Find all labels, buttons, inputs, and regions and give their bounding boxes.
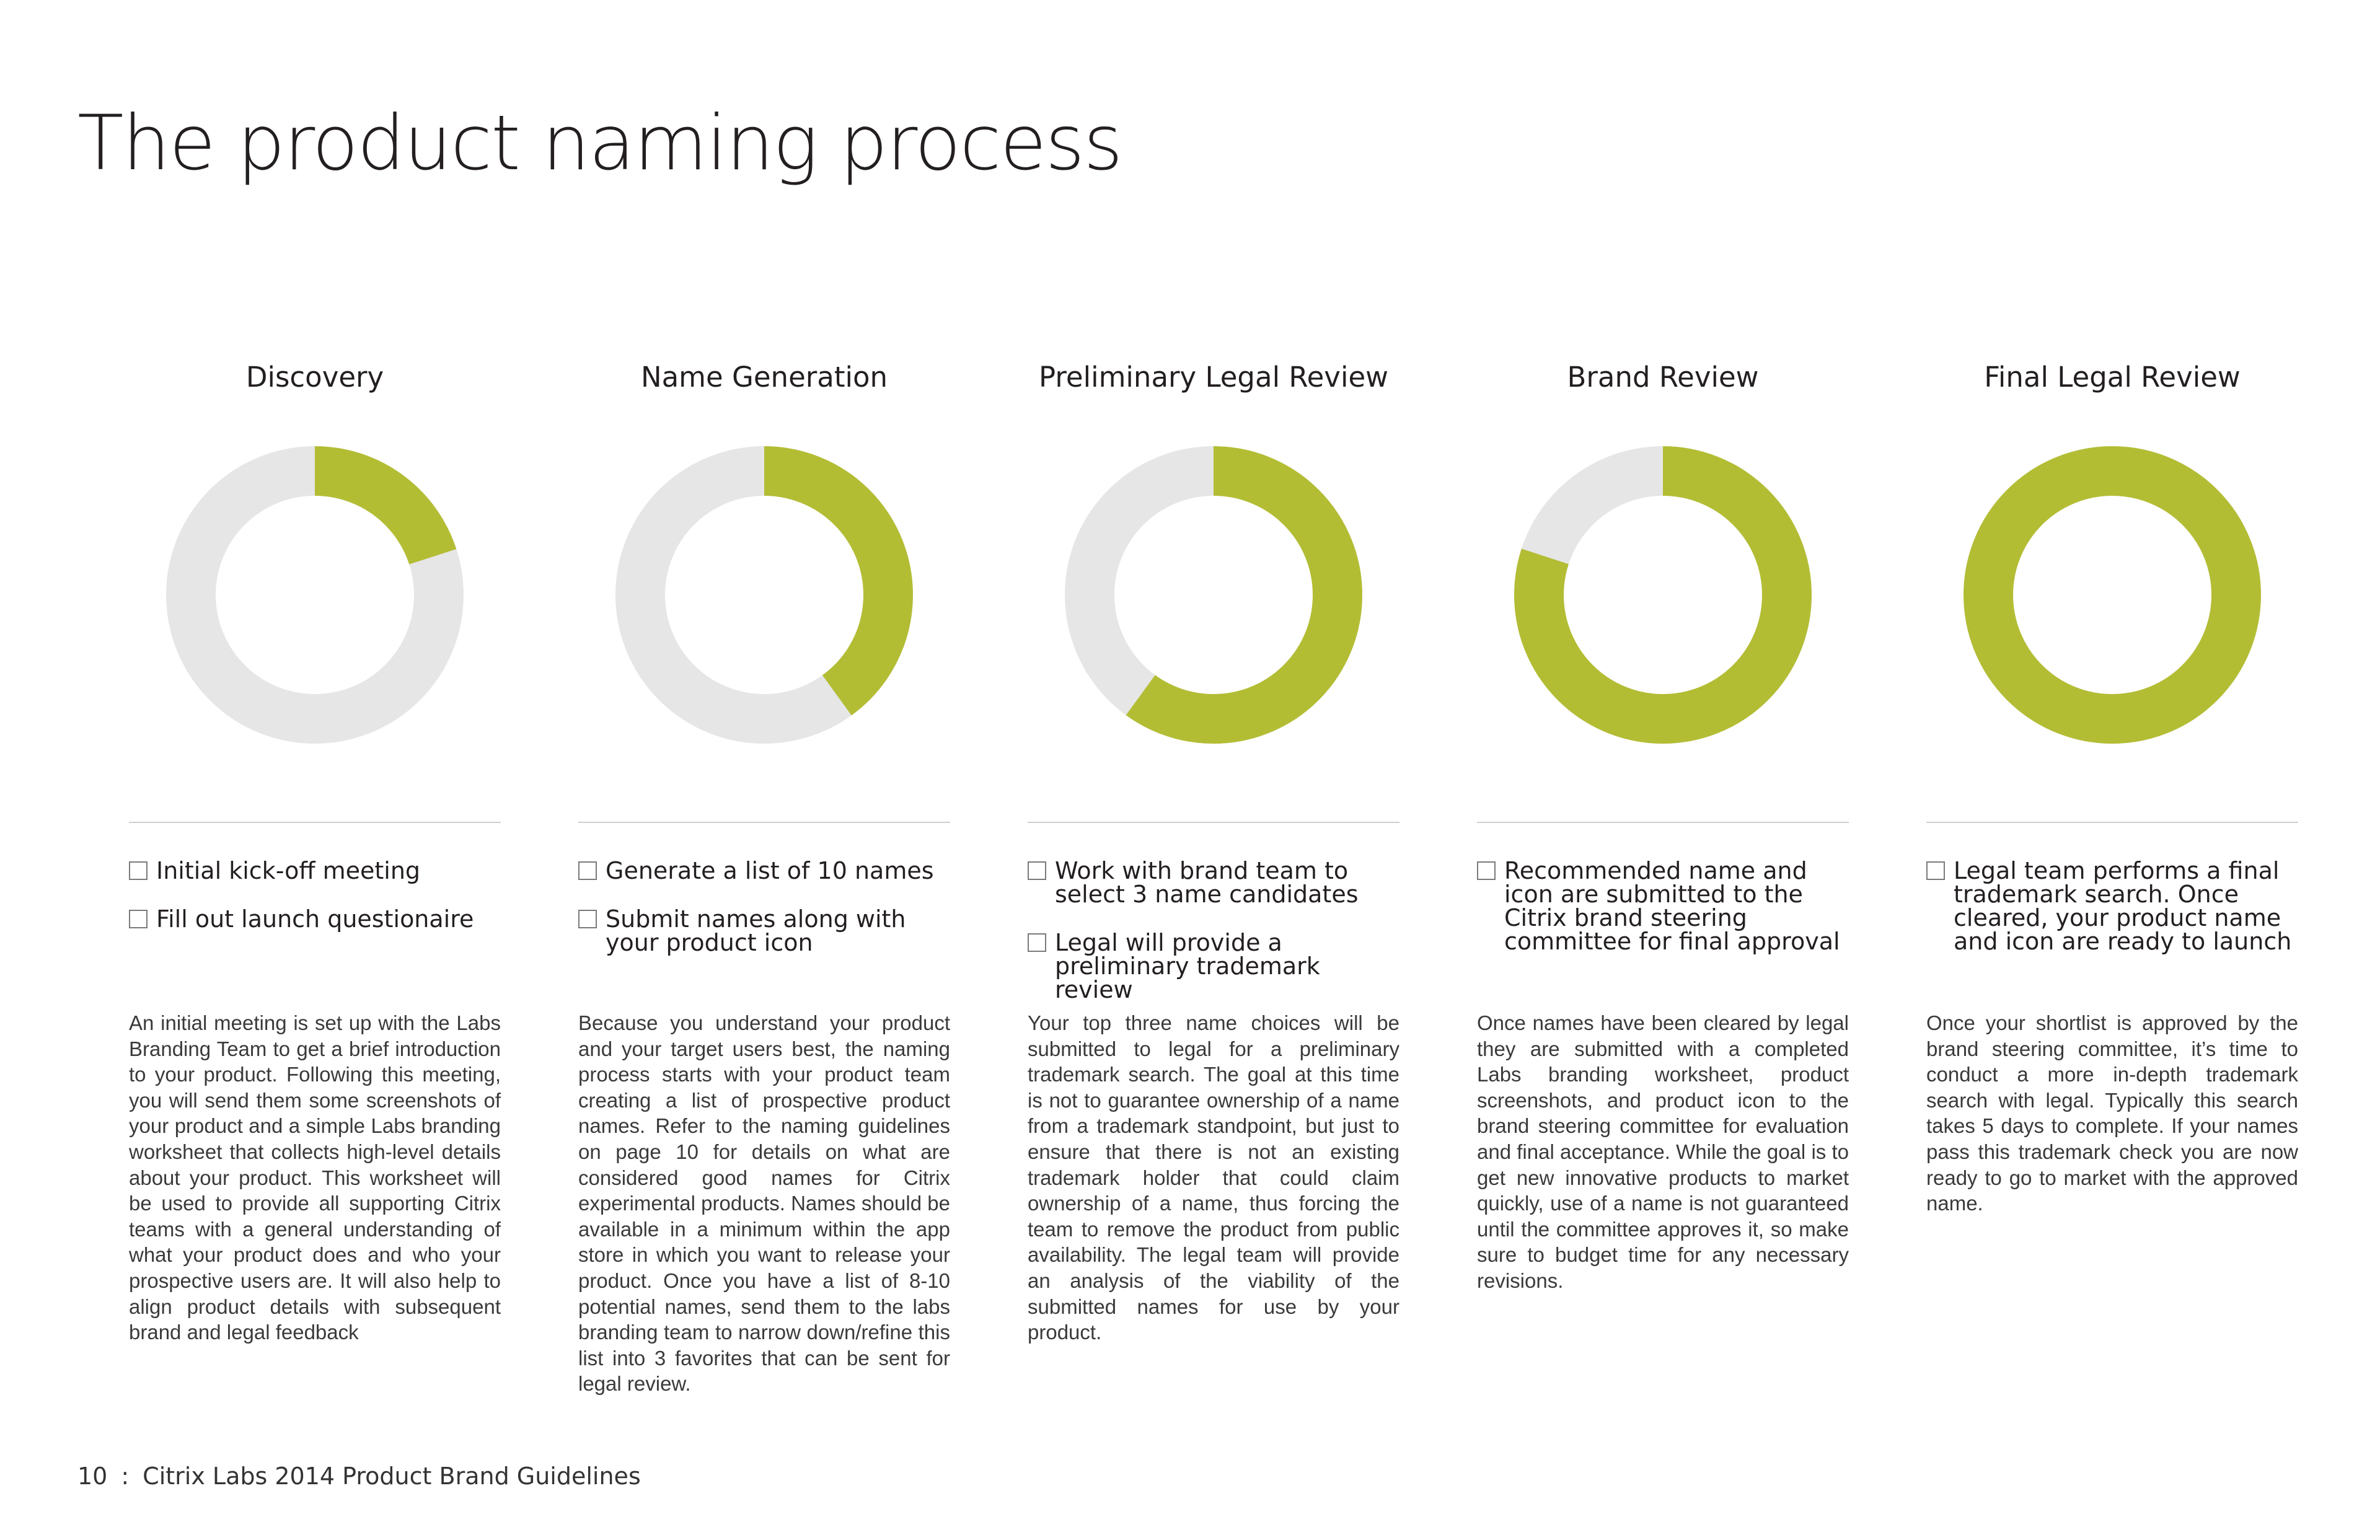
stage-title: Name Generation <box>640 361 888 394</box>
checklist-item-label: Initial kick-off meeting <box>156 857 421 884</box>
checkbox-icon[interactable] <box>1477 861 1496 880</box>
checkbox-icon[interactable] <box>1028 933 1046 952</box>
footer <box>77 1463 641 1490</box>
checklist-item <box>129 859 501 882</box>
checklist <box>1926 859 2298 978</box>
page-number: 10 <box>77 1463 108 1490</box>
document-title: Citrix Labs 2014 Product Brand Guidelines <box>143 1463 641 1490</box>
stage-description: Because you understand your product and your target users best, the naming process starts with your product team creating a list of prospective product names. Refer to the naming guidelines on page 10 for details on what are considered good names for Citrix experimental products. Names should be available in a minimum within the app store in which you want to release your product. Once you have a list of 8-10 potential names, send them to the labs branding team to narrow down/refine this list into 3 favorites that can be sent for legal review. <box>578 1011 950 1396</box>
checklist-item <box>578 907 950 954</box>
checkbox-icon[interactable] <box>129 910 148 928</box>
divider <box>1926 822 2298 823</box>
stage-title: Preliminary Legal Review <box>1039 361 1388 394</box>
donut-progress-arc <box>1988 471 2236 719</box>
stage-title: Brand Review <box>1567 361 1759 394</box>
checklist-item-label: Generate a list of 10 names <box>606 857 934 884</box>
checklist-item <box>1926 859 2298 953</box>
checklist-item-label: Legal will provide a preliminary trademark review <box>1055 929 1320 1003</box>
progress-donut <box>166 446 464 744</box>
checkbox-icon[interactable] <box>578 910 597 928</box>
progress-donut <box>615 446 913 744</box>
checklist-item-label: Fill out launch questionaire <box>156 905 474 933</box>
checkbox-icon[interactable] <box>578 861 597 880</box>
checklist-item-label: Work with brand team to select 3 name candidates <box>1055 857 1359 908</box>
checklist <box>578 859 950 979</box>
checklist <box>129 859 501 956</box>
checklist-item-label: Submit names along with your product icon <box>606 905 906 956</box>
progress-donut <box>1514 446 1812 744</box>
checklist-item <box>578 859 950 882</box>
stage-description: An initial meeting is set up with the Labs Branding Team to get a brief introduction to your product. Following this meeting, you will send them some screenshots of your product and a simple Labs branding worksheet that collects high-level details about your product. This worksheet will be used to provide all supporting Citrix teams with a general understanding of what your product does and who your prospective users are. It will also help to align product details with subsequent brand and legal feedback <box>129 1011 501 1344</box>
stage-title: Discovery <box>245 361 384 394</box>
divider <box>1477 822 1849 823</box>
checklist-item <box>1028 859 1399 906</box>
stage-description: Once your shortlist is approved by the brand steering committee, it’s time to conduct a more in-depth trademark search with legal. Typically this search takes 5 days to complete. If your names pass this trademark check you are now ready to go to market with the approved name. <box>1926 1011 2298 1215</box>
checklist-item <box>1477 859 1849 953</box>
stage-description: Your top three name choices will be submitted to legal for a preliminary trademark search. The goal at this time is not to guarantee ownership of a name from a trademark standpoint, but just to ensure that there is not an existing trademark holder that could claim ownership of a name, thus forcing the team to remove the product from public availability. The legal team will provide an analysis of the viability of the submitted names for use by your product. <box>1028 1011 1399 1344</box>
checklist-item <box>1028 931 1399 1001</box>
checklist <box>1477 859 1849 978</box>
divider <box>578 822 950 823</box>
checklist <box>1028 859 1399 1026</box>
checklist-item-label: Recommended name and icon are submitted to the Citrix brand steering committee for final approval <box>1504 857 1840 955</box>
stage-description: Once names have been cleared by legal they are submitted with a completed Labs branding worksheet, product screenshots, and product icon to the brand steering committee for evaluation and final acceptance. While the goal is to get new innovative products to market quickly, use of a name is not guaranteed until the committee approves it, so make sure to budget time for any necessary revisions. <box>1477 1011 1849 1292</box>
stage-title: Final Legal Review <box>1984 361 2241 394</box>
progress-donut <box>1065 446 1362 744</box>
checklist-item-label: Legal team performs a final trademark search. Once cleared, your product name and icon are ready to launch <box>1954 857 2292 955</box>
divider <box>1028 822 1399 823</box>
checkbox-icon[interactable] <box>1926 861 1945 880</box>
progress-donut <box>1963 446 2261 744</box>
checklist-item <box>129 907 501 931</box>
footer-separator: : <box>121 1463 130 1490</box>
checkbox-icon[interactable] <box>129 861 148 880</box>
page-title: The product naming process <box>77 99 1122 187</box>
checkbox-icon[interactable] <box>1028 861 1046 880</box>
divider <box>129 822 501 823</box>
